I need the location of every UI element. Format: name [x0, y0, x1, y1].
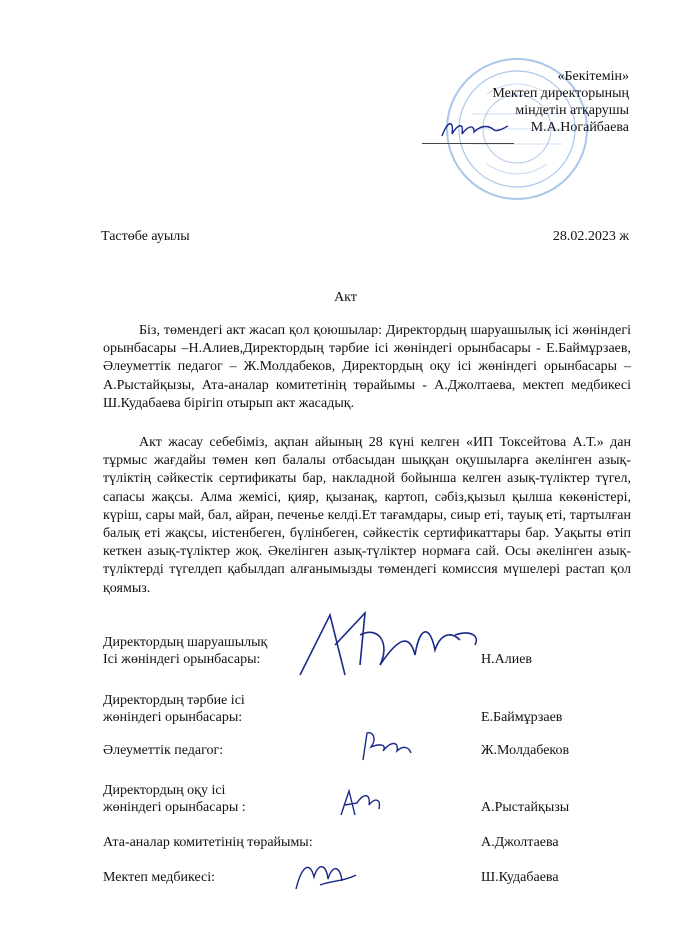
signatory-name: Ж.Молдабеков: [481, 743, 570, 758]
signatory-label-line: Директордың шаруашылық: [103, 635, 268, 650]
approval-title: «Бекітемін»: [557, 69, 629, 84]
signatory-name: Е.Баймұрзаев: [481, 710, 563, 725]
signatory-label: [103, 634, 267, 668]
signatory-label-line: Ісі жөніндегі орынбасары:: [103, 652, 261, 667]
signatory-label-line: жөніндегі орынбасары:: [103, 710, 243, 725]
signatory-label-line: Әлеуметтік педагог:: [103, 743, 224, 758]
signatory-label-line: жөніндегі орынбасары :: [103, 800, 246, 815]
approval-position: Мектеп директорының: [492, 86, 629, 101]
signatory-name: Н.Алиев: [481, 652, 533, 667]
document-title: Акт: [334, 290, 357, 305]
signature-icon: [290, 605, 490, 685]
signatory-name: А.Рыстайқызы: [481, 800, 570, 815]
signatory-name: А.Джолтаева: [481, 835, 559, 850]
approval-signature-icon: [438, 114, 510, 144]
signature-icon: [290, 855, 360, 895]
signatory-label: [103, 834, 313, 851]
signature-icon: [335, 785, 385, 820]
signatory-label: [103, 742, 223, 759]
signatory-label-line: Директордың тәрбие ісі: [103, 693, 245, 708]
signatory-label: [103, 692, 245, 726]
signatory-label: [103, 782, 246, 816]
signatory-label-line: Директордың оқу ісі: [103, 783, 226, 798]
signatory-label-line: Мектеп медбикесі:: [103, 870, 216, 885]
document-date: 28.02.2023 ж: [552, 229, 629, 244]
approval-name: М.А.Ногайбаева: [530, 120, 629, 135]
paragraph-participants: Біз, төмендегі акт жасап қол қоюшылар: Директордың шаруашылық ісі жөніндегі орынбасары –Н.Алиев,Директордың тәрбие ісі жөніндегі орынбасары - Е.Баймұрзаев, Әлеуметтік педагог – Ж.Молдабеков, Директордың оқу ісі жөніндегі орынбасары – А.Рыстайқызы, Ата-аналар комитетінің төрайымы - А.Джолтаева, мектеп медбикесі Ш.Кудабаева бірігіп отырып акт жасадық.: [103, 323, 631, 411]
document-place: Тастөбе ауылы: [101, 229, 190, 244]
signatory-label: [103, 869, 215, 886]
signature-icon: [355, 725, 415, 765]
paragraph-reason: Акт жасау себебіміз, ақпан айының 28 күні келген «ИП Токсейтова А.Т.» дан тұрмыс жағдайы төмен көп балалы отбасыдан шыққан оқушыларға әкелінген азық-түліктің сәйкестік сертификаты бар, накладной бойынша келген азық-түліктер түгел, сапасы жақсы. Алма жемісі, қияр, қызанақ, картоп, сәбіз,қызыл қылша көкөністері, күріш, сары май, бал, айран, печенье келді.Ет тағамдары, сиыр еті, тауық еті, тартылған балық еті жақсы, иістенбеген, бүлінбеген, сәйкестік сертификаттары бар. Уақыты өтіп кеткен азық-түліктер жоқ. Әкелінген азық-түліктер нормаға сай. Осы әкелінген азық-түліктерді түгелдеп қабылдап алғанымызды төмендегі комиссия мүшелері растап қол қоямыз.: [103, 435, 631, 596]
signatory-name: Ш.Кудабаева: [481, 870, 559, 885]
approval-role: міндетін атқарушы: [515, 103, 629, 118]
signatory-label-line: Ата-аналар комитетінің төрайымы:: [103, 835, 313, 850]
